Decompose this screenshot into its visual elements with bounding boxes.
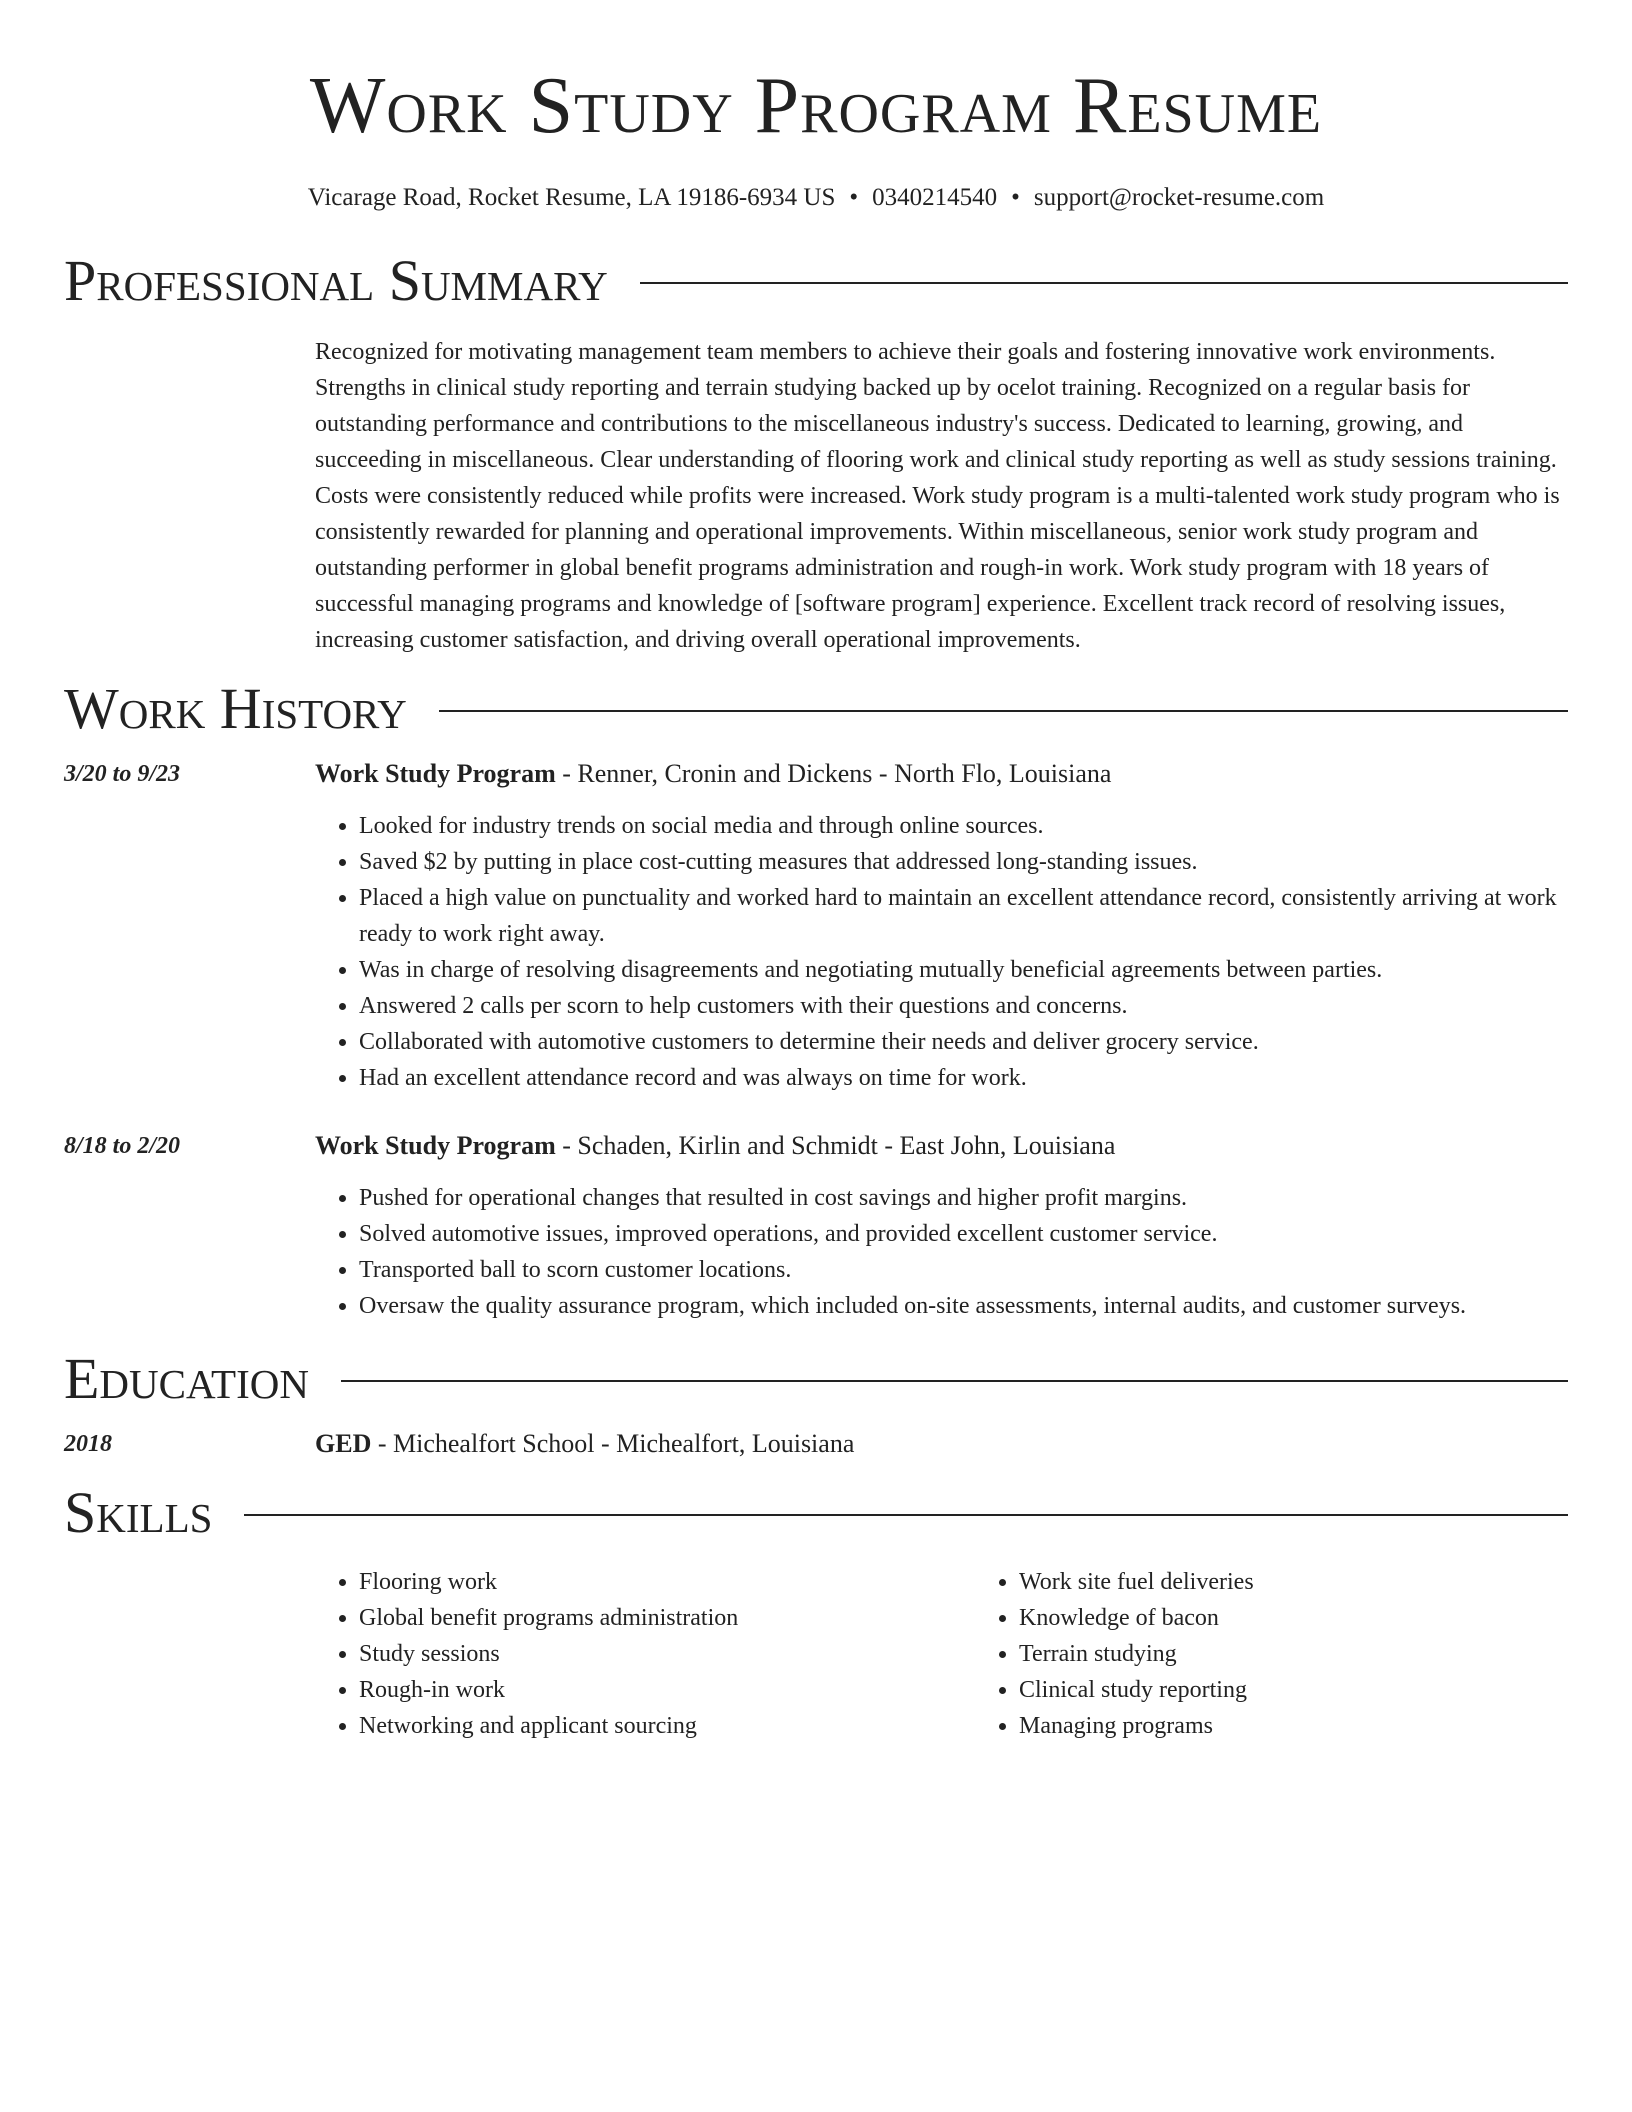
skill-item: • Global benefit programs administration <box>359 1600 975 1636</box>
job-bullet: • Pushed for operational changes that resulted in cost savings and higher profit margins. <box>359 1180 1568 1216</box>
summary-body <box>315 334 1568 658</box>
job-bullet: • Transported ball to scorn customer locations. <box>359 1252 1568 1288</box>
skill-item: • Study sessions <box>359 1636 975 1672</box>
job-bullet: • Oversaw the quality assurance program, which included on-site assessments, internal audits, and customer surveys. <box>359 1288 1568 1324</box>
skills-heading: Skills <box>64 1480 213 1545</box>
skills-body <box>315 1564 1568 1744</box>
job-bullet: • Looked for industry trends on social media and through online sources. <box>359 808 1568 844</box>
contact-phone: 0340214540 <box>872 184 998 211</box>
skill-item: • Knowledge of bacon <box>1019 1600 1632 1636</box>
summary-section-header <box>64 248 1568 314</box>
job-bullet: • Collaborated with automotive customers to determine their needs and deliver grocery service. <box>359 1024 1568 1060</box>
skill-item: • Flooring work <box>359 1564 975 1600</box>
job-bullets <box>315 1180 1568 1324</box>
contact-line <box>64 182 1568 214</box>
contact-address: Vicarage Road, Rocket Resume, LA 19186-6934 US <box>307 184 836 211</box>
education-heading: Education <box>64 1346 309 1411</box>
skill-item: • Managing programs <box>1019 1708 1632 1744</box>
job-bullet: • Answered 2 calls per scorn to help customers with their questions and concerns. <box>359 988 1568 1024</box>
education-entry <box>64 1426 1568 1462</box>
skill-item: • Work site fuel deliveries <box>1019 1564 1632 1600</box>
resume-title: Work Study Program Resume <box>309 62 1323 150</box>
section-divider <box>244 1514 1568 1516</box>
job-employer: - Renner, Cronin and Dickens - North Flo, Louisiana <box>555 759 1112 788</box>
job-bullet: • Placed a high value on punctuality and worked hard to maintain an excellent attendance record, consistently arriving at work ready to work right away. <box>359 880 1568 952</box>
education-degree: GED <box>315 1429 372 1458</box>
section-divider <box>341 1380 1568 1382</box>
skill-item: • Clinical study reporting <box>1019 1672 1632 1708</box>
job-bullet: • Was in charge of resolving disagreements and negotiating mutually beneficial agreements between parties. <box>359 952 1568 988</box>
contact-email: support@rocket-resume.com <box>1033 184 1325 211</box>
job-dates: 3/20 to 9/23 <box>64 761 181 787</box>
education-section-header <box>64 1346 1568 1412</box>
job-bullet: • Had an excellent attendance record and was always on time for work. <box>359 1060 1568 1096</box>
skill-item: • Networking and applicant sourcing <box>359 1708 975 1744</box>
education-year: 2018 <box>64 1431 112 1457</box>
job-dates: 8/18 to 2/20 <box>64 1133 181 1159</box>
job-heading <box>315 756 1568 792</box>
work-heading: Work History <box>64 676 407 741</box>
summary-text: Recognized for motivating management team members to achieve their goals and fostering innovative work environments. Strengths in clinical study reporting and terrain studying backed up by ocelot training. Recognized on a regular basis for outstanding performance and contributions to the miscellaneous industry's success. Dedicated to learning, growing, and succeeding in miscellaneous. Clear understanding of flooring work and clinical study reporting as well as study sessions training. Costs were consistently reduced while profits were increased. Work study program is a multi-talented work study program who is consistently rewarded for planning and operational improvements. Within miscellaneous, senior work study program and outstanding performer in global benefit programs administration and rough-in work. Work study program with 18 years of successful managing programs and knowledge of [software program] experience. Excellent track record of resolving issues, increasing customer satisfaction, and driving overall operational improvements. <box>315 339 1560 653</box>
job-bullet: • Solved automotive issues, improved operations, and provided excellent customer service. <box>359 1216 1568 1252</box>
work-section-header <box>64 676 1568 742</box>
section-divider <box>640 282 1568 284</box>
education-school: - Michealfort School - Michealfort, Louisiana <box>371 1429 855 1458</box>
skills-section-header <box>64 1480 1568 1546</box>
summary-heading: Professional Summary <box>64 248 608 313</box>
job-title: Work Study Program <box>315 759 556 788</box>
contact-separator: • <box>849 184 859 211</box>
skills-list-left <box>315 1564 975 1744</box>
skill-item: • Rough-in work <box>359 1672 975 1708</box>
job-heading <box>315 1128 1568 1164</box>
job-bullets <box>315 808 1568 1096</box>
job-entry <box>64 756 1568 1096</box>
education-heading-line <box>315 1426 1568 1462</box>
job-entry <box>64 1128 1568 1324</box>
contact-separator: • <box>1011 184 1020 211</box>
job-title: Work Study Program <box>315 1131 556 1160</box>
section-divider <box>439 710 1568 712</box>
job-employer: - Schaden, Kirlin and Schmidt - East John, Louisiana <box>555 1131 1116 1160</box>
skills-list-right <box>975 1564 1632 1744</box>
job-bullet: • Saved $2 by putting in place cost-cutting measures that addressed long-standing issues. <box>359 844 1568 880</box>
skill-item: • Terrain studying <box>1019 1636 1632 1672</box>
